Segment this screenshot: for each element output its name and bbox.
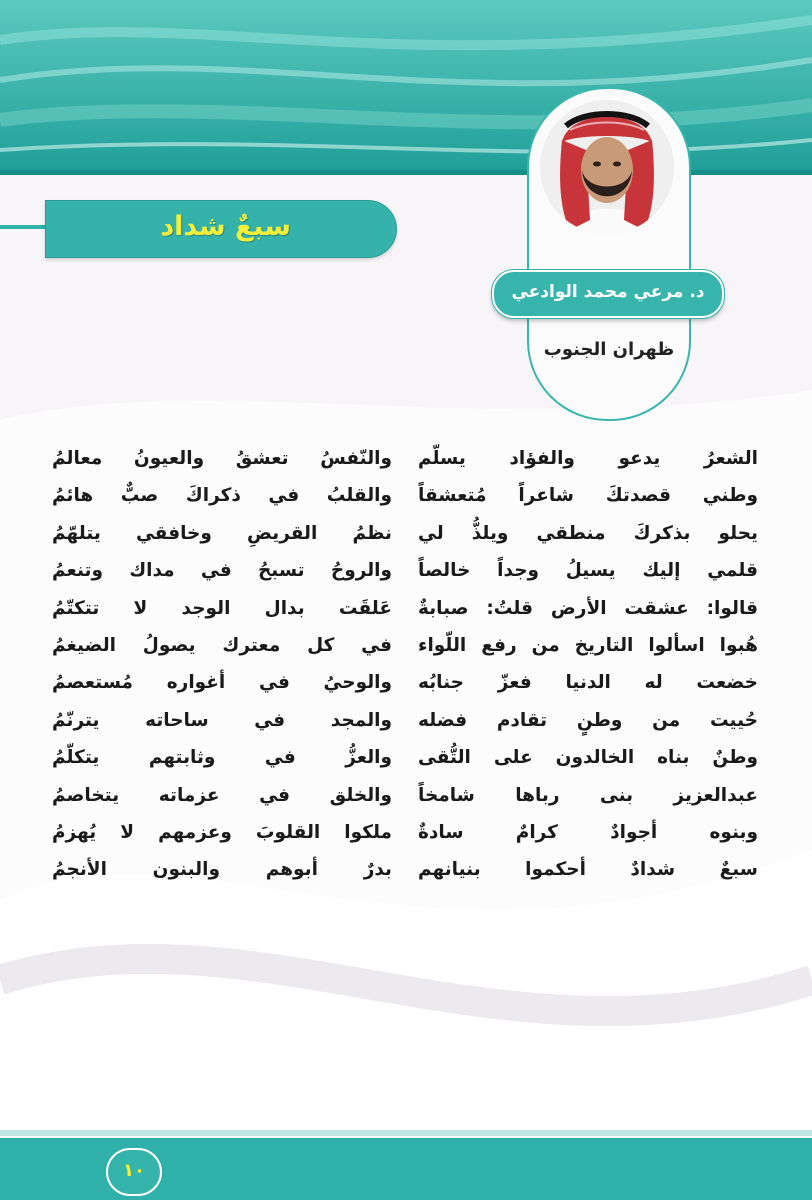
poem-title: سبعٌ شداد [160, 211, 291, 242]
verse-line: قالوا: عشقت الأرض قلتُ: صبابةٌ [418, 597, 758, 619]
verse-line: والوحيُ في أغواره مُستعصمُ [52, 672, 392, 694]
verse-line: عَلقَت بدال الوجد لا تتكتّمُ [52, 597, 392, 619]
author-name: د. مرعي محمد الوادعي [511, 282, 705, 302]
poem-left-column [52, 440, 392, 889]
verse-line: وبنوه أجوادٌ كرامٌ سادةٌ [418, 821, 758, 843]
page-number: ١٠ [123, 1160, 145, 1181]
author-name-badge [492, 270, 724, 318]
verse-line: الشعرُ يدعو والفؤاد يسلّم [418, 448, 758, 469]
top-wave-band [0, 0, 812, 175]
verse-line: حُييت من وطنٍ تقادم فضله [418, 709, 758, 731]
verse-line: والروحُ تسبحُ في مداك وتنعمُ [52, 560, 392, 582]
author-portrait-icon [540, 100, 674, 234]
page-number-badge [106, 1148, 162, 1196]
verse-line: يحلو بذكركَ منطقي ويلذُّ لي [418, 522, 758, 544]
verse-line: في كل معترك يصولُ الضيغمُ [52, 634, 392, 656]
author-place: ظهران الجنوب [543, 339, 675, 360]
verse-line: خضعت له الدنيا فعزّ جنابُه [418, 672, 758, 694]
verse-line: والقلبُ في ذكراكَ صبٌّ هائمُ [52, 485, 392, 507]
poem-right-column [418, 440, 758, 889]
verse-line: عبدالعزيز بنى رباها شامخاً [418, 784, 758, 806]
author-photo [540, 100, 674, 234]
title-banner [45, 200, 397, 258]
title-accent-line [0, 225, 48, 229]
verse-line: سبعٌ شدادٌ أحكموا بنيانهم [418, 859, 758, 881]
verse-line: والعزُّ في وثابتهم يتكلّمُ [52, 747, 392, 769]
verse-line: نظمُ القريضِ وخافقي يتلهّمُ [52, 522, 392, 544]
verse-line: وطنٌ بناه الخالدون على التُّقى [418, 747, 758, 769]
verse-line: والخلق في عزماته يتخاصمُ [52, 784, 392, 806]
verse-line: وطني قصدتكَ شاعراً مُتعشقاً [418, 485, 758, 507]
verse-line: والنّفسُ تعشقُ والعيونُ معالمُ [52, 448, 392, 469]
verse-line: قلمي إليك يسيلُ وجداً خالصاً [418, 560, 758, 582]
verse-line: هُبوا اسألوا التاريخ من رفع اللّواء [418, 634, 758, 656]
verse-line: والمجد في ساحاته يترنّمُ [52, 709, 392, 731]
footer-stripe [0, 1130, 812, 1136]
verse-line: ملكوا القلوبَ وعزمهم لا يُهزمُ [52, 821, 392, 843]
verse-line: بدرٌ أبوهم والبنون الأنجمُ [52, 859, 392, 881]
